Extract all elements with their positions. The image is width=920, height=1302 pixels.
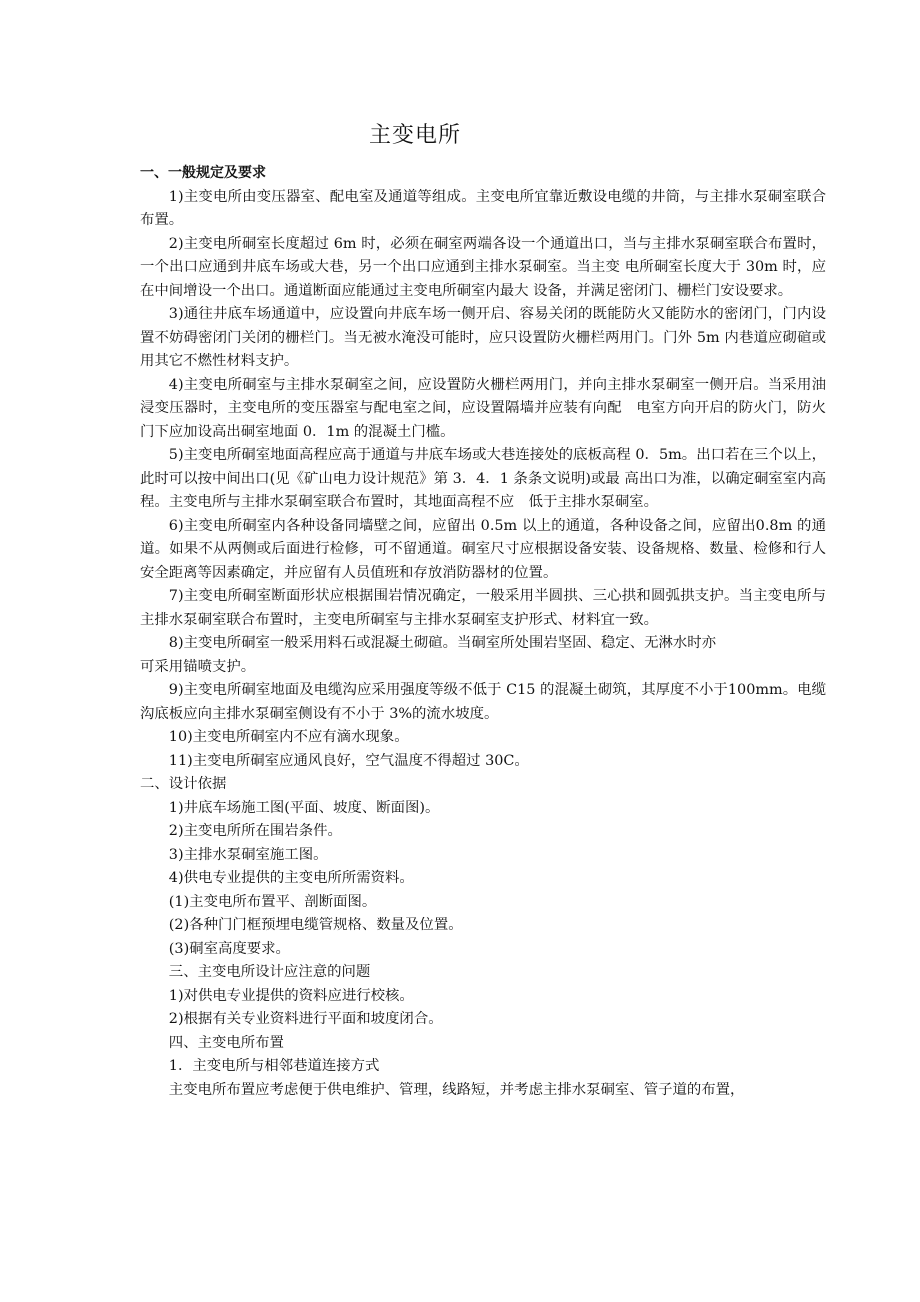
paragraph-1-9: 9)主变电所硐室地面及电缆沟应采用强度等级不低于 C15 的混凝土砌筑，其厚度不小于100mm。电缆沟底板应向主排水泵硐室侧设有不小于 3%的流水坡度。 <box>140 682 826 722</box>
section-heading-4: 四、主变电所布置 <box>168 1034 284 1051</box>
section-heading-1: 一、一般规定及要求 <box>140 165 266 181</box>
subsection-heading-4-1: 1．主变电所与相邻巷道连接方式 <box>168 1058 380 1074</box>
paragraph-1-10: 10)主变电所硐室内不应有滴水现象。 <box>168 729 409 745</box>
list-item-2-4-2: (2)各种门门框预埋电缆管规格、数量及位置。 <box>168 917 463 933</box>
list-item-2-4-3: (3)硐室高度要求。 <box>168 940 290 957</box>
paragraph-1-11: 11)主变电所硐室应通风良好，空气温度不得超过 30C。 <box>168 752 529 769</box>
list-item-2-3: 3)主排水泵硐室施工图。 <box>168 846 328 863</box>
list-item-2-1: 1)井底车场施工图(平面、坡度、断面图)。 <box>168 799 440 816</box>
list-item-2-4: 4)供电专业提供的主变电所所需资料。 <box>168 870 414 886</box>
section-heading-3: 三、主变电所设计应注意的问题 <box>168 964 371 980</box>
list-item-2-2: 2)主变电所所在围岩条件。 <box>168 823 342 839</box>
list-item-3-2: 2)根据有关专业资料进行平面和坡度闭合。 <box>168 1011 443 1027</box>
paragraph-1-6: 6)主变电所硐室内各种设备同墙壁之间，应留出 0.5m 以上的通道，各种设备之间，应留出0.8m 的通道。如果不从两侧或后面进行检修，可不留通道。硐室尺寸应根据设备安装、设备规格、数量、检修和行人安全距离等因素确定，并应留有人员值班和存放消防器材的位置。 <box>140 517 826 581</box>
paragraph-1-8: 8)主变电所硐室一般采用料石或混凝土砌碹。当硐室所处围岩坚固、稳定、无淋水时亦 <box>168 635 717 651</box>
document-body <box>140 162 826 1102</box>
paragraph-1-2: 2)主变电所硐室长度超过 6m 时，必须在硐室两端各设一个通道出口，当与主排水泵硐室联合布置时，一个出口应通到井底车场或大巷，另一个出口应通到主排水泵硐室。当主变 电所硐室长度大于 30m 时，应在中间增设一个出口。通道断面应能通过主变电所硐室内最大 设备，并满足密闭门、栅栏门安设要求。 <box>140 235 826 299</box>
paragraph-1-3: 3)通往井底车场通道中，应设置向井底车场一侧开启、容易关闭的既能防火又能防水的密闭门，门内设置不妨碍密闭门关闭的栅栏门。当无被水淹没可能时，应只设置防火栅栏两用门。门外 5m 内巷道应砌碹或用其它不燃性材料支护。 <box>140 306 826 369</box>
list-item-2-4-1: (1)主变电所布置平、剖断面图。 <box>168 893 377 910</box>
paragraph-4-1: 主变电所布置应考虑便于供电维护、管理，线路短，并考虑主排水泵硐室、管子道的布置， <box>168 1081 745 1098</box>
page-title: 主变电所 <box>368 123 461 148</box>
section-heading-2: 二、设计依据 <box>140 776 227 792</box>
paragraph-1-8-continued: 可采用锚喷支护。 <box>140 658 256 675</box>
paragraph-1-7: 7)主变电所硐室断面形状应根据围岩情况确定，一般采用半圆拱、三心拱和圆弧拱支护。当主变电所与主排水泵硐室联合布置时，主变电所硐室与主排水泵硐室支护形式、材料宜一致。 <box>140 588 826 628</box>
list-item-3-1: 1)对供电专业提供的资料应进行校核。 <box>168 987 414 1004</box>
paragraph-1-1: 1)主变电所由变压器室、配电室及通道等组成。主变电所宜靠近敷设电缆的井筒，与主排水泵硐室联合布置。 <box>140 188 826 228</box>
paragraph-1-4: 4)主变电所硐室与主排水泵硐室之间，应设置防火栅栏两用门，并向主排水泵硐室一侧开启。当采用油浸变压器时，主变电所的变压器室与配电室之间，应设置隔墙并应装有向配 电室方向开启的防火门，防火门下应加设高出硐室地面 0．1m 的混凝土门槛。 <box>140 376 826 440</box>
paragraph-1-5: 5)主变电所硐室地面高程应高于通道与井底车场或大巷连接处的底板高程 0．5m。出口若在三个以上，此时可以按中间出口(见《矿山电力设计规范》第 3．4．1 条条文说明)或最 高出口为准，以确定硐室室内高程。主变电所与主排水泵硐室联合布置时，其地面高程不应 低于主排水泵硐室。 <box>140 447 826 510</box>
